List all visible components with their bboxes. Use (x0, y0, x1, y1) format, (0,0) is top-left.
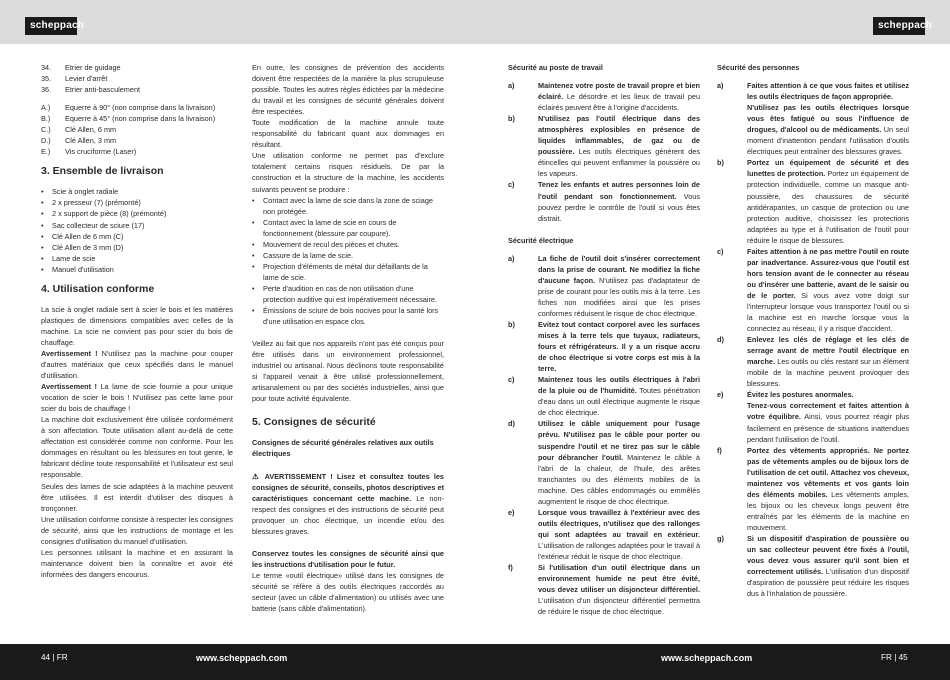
column-4 (717, 62, 909, 599)
safety-item (717, 334, 909, 389)
item-text: Clé Allen, 6 mm (65, 125, 117, 135)
list-item (41, 113, 233, 124)
item-number: C.) (41, 125, 51, 135)
item-number: 36. (41, 85, 52, 95)
item-text: L'utilisation d'un dispositif d'aspiration de poussière peut réduire les risques dus à l'inhalation de poussière. (747, 567, 909, 599)
item-bold: Maintenez votre poste de travail propre et bien éclairé. (538, 81, 700, 102)
bullet-icon: • (252, 250, 255, 260)
scheppach-logo-left: scheppach (25, 17, 77, 35)
item-letter: a) (508, 81, 515, 91)
section-3-title: 3. Ensemble de livraison (41, 165, 164, 178)
column-1 (41, 62, 233, 580)
safety-item (508, 418, 700, 506)
bullet-item (41, 208, 233, 219)
scheppach-logo-right: scheppach (873, 17, 925, 35)
paragraph: Les personnes utilisant la machine et en assurant la maintenance doivent bien la connaître et avoir été informées des dangers encourus. (41, 547, 233, 579)
item-body (538, 113, 700, 179)
list-item (41, 62, 233, 73)
bullet-icon: • (252, 306, 255, 316)
bullet-icon: • (41, 264, 44, 274)
bullet-text: Perte d'audition en cas de non utilisation d'une protection auditive qui est impérativement nécessaire. (263, 283, 437, 304)
bullet-text: Clé Allen de 6 mm (C) (52, 231, 124, 241)
bullet-item (252, 283, 444, 305)
item-text: Toutes pénétration d'eau dans un outil électrique augmente le risque de choc électrique. (538, 386, 701, 418)
bullet-text: Lame de scie (52, 253, 96, 263)
section-4-title: 4. Utilisation conforme (41, 282, 155, 295)
item-text: Si vous avez votre doigt sur l'interrupteur lorsque vous transportez l'outil ou si la machine est en marche lorsque vous la connectez au réseau, il y a risque d'accident. (747, 290, 909, 334)
item-body (747, 157, 909, 245)
parts-list (41, 62, 233, 95)
safety-item (717, 246, 909, 334)
safety-item (717, 533, 909, 599)
website-link-right[interactable]: www.scheppach.com (661, 653, 753, 663)
list-item (41, 124, 233, 135)
item-text: L'utilisation de rallonges adaptées pour le travail à l'extérieur réduit le risque de choc électrique. (538, 540, 700, 561)
keep-instructions-heading: Conservez toutes les consignes de sécurité ainsi que les instructions d'utilisation pour le futur. (252, 548, 444, 569)
item-text: Les outils ou clés restant sur un élément mobile de la machine peuvent provoquer des blessures. (747, 357, 909, 389)
list-item (41, 84, 233, 95)
accessories-list (41, 102, 233, 157)
item-text: Portez un équipement de protection individuelle, comme un masque anti-poussière, des chaussures de sécurité antidérapantes, un casque de protection ou une protection auditive, choisissez les protections adaptées au type et à l'utilisation de l'outil pour réduire le risque de blessures. (747, 169, 909, 245)
item-letter: a) (717, 81, 724, 91)
item-body (747, 445, 909, 533)
warning-text: La lame de scie fournie a pour unique vocation de scier le bois ! N'utilisez pas cette lame pour scier du bois de chauffage ! (41, 382, 233, 414)
item-letter: f) (717, 445, 722, 455)
item-letter: d) (717, 335, 724, 345)
item-bold: Portez des vêtements appropriés. Ne portez pas de vêtements amples ou de bijoux lors de l'utilisation de cet outil. Attachez vos cheveux, maintenez vos vêtements et vos gants loin des éléments mobiles. (747, 445, 909, 499)
bullet-icon: • (252, 195, 255, 205)
column-3 (508, 62, 700, 617)
paragraph: Une utilisation conforme consiste à respecter les consignes de sécurité, ainsi que les instructions de montage et les consignes d'utilisation du manuel d'utilisation. (41, 514, 233, 546)
item-body (538, 179, 700, 223)
item-bold: N'utilisez pas les outils électriques lorsque vous êtes fatigué ou sous l'influence de drogues, d'alcool ou de médicaments. (747, 103, 909, 135)
safety-item (717, 389, 909, 444)
list-item (41, 135, 233, 146)
bullet-item (252, 305, 444, 327)
item-number: D.) (41, 136, 51, 146)
list-item (41, 146, 233, 157)
bullet-item (252, 261, 444, 283)
paragraph: La scie à onglet radiale sert à scier le bois et les matières plastiques de dimensions compatibles avec celles de la machine. La scie ne convient pas pour scier du bois de chauffage. (41, 304, 233, 347)
item-bold: Portez un équipement de sécurité et des lunettes de protection. (747, 158, 909, 179)
item-number: E.) (41, 147, 51, 157)
warning-label: ⚠ AVERTISSEMENT ! Lisez et consultez toutes les consignes de sécurité, conseils, photos descriptives et caractéristiques concernant cette machine. (252, 471, 444, 503)
item-bold: Faites attention à ce que vous faites et utilisez les outils électriques de façon appropriée. (747, 81, 909, 102)
item-bold: Utilisez le câble uniquement pour l'usage prévu. N'utilisez pas le câble pour porter ou suspendre l'outil et ne tirez pas sur le câble pour débrancher l'outil. (538, 419, 700, 462)
bullet-item (41, 220, 233, 231)
warning-paragraph (41, 348, 233, 381)
bullet-text: Émissions de sciure de bois nocives pour la santé lors d'une utilisation en espace clos. (263, 306, 439, 327)
bullet-icon: • (252, 261, 255, 271)
safety-item (508, 507, 700, 562)
column-2 (252, 62, 444, 614)
paragraph: En outre, les consignes de prévention des accidents doivent être respectées de la manière la plus scrupuleuse possible. Toutes les autres règles édictées par la médecine du travail et les consignes de sécurité générales doivent être respectées. (252, 63, 444, 117)
item-bold: Faites attention à ne pas mettre l'outil en route par inadvertance. Assurez-vous que l'outil est hors tension avant de le connecter au réseau ou d'insérer une batterie, avant de le saisir ou de le porter. (747, 246, 909, 300)
paragraph: Veillez au fait que nos appareils n'ont pas été conçus pour être utilisés dans un environnement professionnel, industriel ou artisanal. Nous déclinons toute responsabilité si l'appareil venait à être utilisé professionnellement, artisanalement ou par des sociétés industrielles, ainsi que pour toute activité équivalente. (252, 339, 444, 404)
bullet-item (252, 217, 444, 239)
warning-text: N'utilisez pas la machine pour couper d'autres matériaux que ceux spécifiés dans le manuel d'utilisation. (41, 348, 233, 381)
item-text: Ainsi, vous pourrez réagir plus facilement en présence de situations inattendues pendant l'utilisation de l'outil. (747, 412, 909, 444)
paragraph: Le terme «outil électrique» utilisé dans les consignes de sécurité se réfère à des outils électriques raccordés au secteur (avec un câble d'alimentation) ou utilisés avec une batterie (sans câble d'alimentation). (252, 570, 444, 614)
item-letter: b) (717, 158, 724, 168)
item-text: Levier d'arrêt (65, 74, 108, 84)
item-number: 34. (41, 63, 52, 72)
safety-item (508, 253, 700, 319)
safety-item (508, 179, 700, 223)
list-item (41, 73, 233, 84)
bullet-item (41, 197, 233, 208)
bullet-icon: • (252, 239, 255, 249)
item-bold: Lorsque vous travaillez à l'extérieur avec des outils électriques, n'utilisez que des rallonges qui sont adaptées au travail en extérieur. (538, 507, 700, 539)
bullet-item (41, 231, 233, 242)
item-body (538, 418, 700, 506)
website-link-left[interactable]: www.scheppach.com (196, 653, 288, 663)
item-body (538, 562, 700, 617)
warning-label: Avertissement ! (41, 382, 97, 392)
bullet-text: Scie à onglet radiale (52, 187, 119, 197)
item-body (747, 80, 909, 157)
safety-item (717, 157, 909, 245)
item-bold: N'utilisez pas l'outil électrique dans des atmosphères explosibles en présence de liquides inflammables, de gaz ou de poussière. (538, 114, 700, 157)
item-letter: b) (508, 319, 515, 329)
item-text: Un seul moment d'inattention pendant l'utilisation d'outils électriques peut entraîner des blessures graves. (747, 125, 909, 157)
bullet-text: Cassure de la lame de scie. (263, 250, 354, 260)
bullet-item (252, 239, 444, 250)
bullet-text: 2 x presseur (7) (prémonté) (52, 198, 141, 208)
safety-item (717, 80, 909, 157)
item-text: Clé Allen, 3 mm (65, 136, 117, 146)
item-bold: Ne modifiez la fiche d'aucune façon. (538, 264, 700, 285)
item-text: Vis cruciforme (Laser) (65, 147, 137, 157)
item-letter: e) (508, 507, 515, 517)
warning-paragraph (252, 471, 444, 537)
workplace-list (508, 80, 700, 224)
item-text: Equerre à 45° (non comprise dans la livraison) (65, 114, 216, 124)
risk-list (252, 195, 444, 328)
safety-item (508, 374, 700, 418)
safety-item (508, 113, 700, 179)
bullet-icon: • (252, 283, 255, 293)
bullet-item (41, 253, 233, 264)
paragraph: Une utilisation conforme ne permet pas d'exclure totalement certains risques résiduels. De par la construction et la structure de la machine, les accidents suivants peuvent se produire : (252, 151, 444, 194)
bullet-item (252, 195, 444, 217)
item-text: N'utilisez pas d'adaptateur de prise de courant pour les outils mis à la terre. Les fiches non modifiées ainsi que les prises conformes réduisent le risque de choc électrique. (538, 275, 700, 318)
item-number: B.) (41, 114, 51, 124)
item-text: Maintenez le câble à l'abri de la chaleur, de l'huile, des arêtes tranchantes ou des éléments mobiles de la machine. Des câbles endommagés ou emmêlés augmentent le risque de choc électrique. (538, 452, 700, 506)
bullet-text: Manuel d'utilisation (52, 264, 114, 274)
bullet-text: 2 x support de pièce (8) (prémonté) (52, 209, 167, 219)
bullet-text: Contact avec la lame de scie en cours de fonctionnement (blessure par coupure). (263, 217, 397, 238)
item-bold: Si un dispositif d'aspiration de poussière ou un sac collecteur peuvent être fixés à l'outil, vous devez vous assurer qu'il sont bien et correctement utilisés. (747, 533, 909, 577)
electrical-list (508, 253, 700, 618)
warning-text: Le non-respect des consignes et des instructions de sécurité peut provoquer un choc électrique, un incendie et/ou des blessures graves. (252, 493, 444, 536)
paragraph: La machine doit exclusivement être utilisée conformément à son affectation. Toute utilisation allant au-delà de cette affectation est considérée comme non conforme. Pour les dommages en résultant ou les blessures en tout genre, le fabricant décline toute responsabilité et l'utilisateur est seul responsable. (41, 415, 233, 480)
warning-label: Avertissement ! (41, 348, 98, 358)
item-text: Les outils électriques génèrent des étincelles qui peuvent enflammer la poussière ou les vapeurs. (538, 147, 700, 179)
page-number-right: FR | 45 (881, 653, 908, 662)
item-body (538, 253, 700, 319)
bullet-icon: • (41, 253, 44, 263)
header-bar (0, 0, 950, 44)
safety-item (508, 562, 700, 617)
bullet-text: Clé Allen de 3 mm (D) (52, 242, 124, 252)
item-body (747, 334, 909, 389)
item-body (538, 507, 700, 562)
bullet-icon: • (41, 231, 44, 241)
bullet-text: Contact avec la lame de scie dans la zone de sciage non protégée. (263, 195, 433, 216)
personal-list (717, 80, 909, 599)
item-body (747, 246, 909, 334)
personal-safety-title: Sécurité des personnes (717, 63, 800, 72)
item-body (538, 80, 700, 113)
workplace-safety-title: Sécurité au poste de travail (508, 63, 603, 72)
item-letter: c) (717, 246, 724, 256)
bullet-item (41, 242, 233, 253)
item-bold: Evitez tout contact corporel avec les surfaces mises à la terre tels que tuyaux, radiateurs, fours et réfrigérateurs. Il y a un risque accru de choc électrique si votre corps est mis à la terre. (538, 319, 700, 374)
bullet-text: Sac collecteur de sciure (17) (52, 220, 145, 230)
item-body (747, 533, 909, 599)
bullet-text: Mouvement de recul des pièces et chutes. (263, 239, 400, 249)
item-bold: Tenez les enfants et autres personnes loin de l'outil pendant son fonctionnement. (538, 180, 700, 201)
item-text: Les vêtements amples, les bijoux ou les cheveux longs peuvent être entraînés par les éléments de la machine en mouvement. (747, 489, 909, 532)
page-number-left: 44 | FR (41, 653, 68, 662)
bullet-item (252, 250, 444, 261)
safety-item (508, 80, 700, 113)
item-bold: La fiche de l'outil doit s'insérer correctement dans la prise de courant. (538, 253, 700, 274)
warning-paragraph (41, 381, 233, 414)
bullet-icon: • (41, 209, 44, 219)
safety-item (717, 445, 909, 533)
bullet-icon: • (41, 242, 44, 252)
list-item (41, 102, 233, 113)
item-letter: b) (508, 114, 515, 124)
bullet-icon: • (252, 217, 255, 227)
electrical-safety-title: Sécurité électrique (508, 235, 574, 245)
item-bold: Tenez-vous correctement et faites attention à votre équilibre. (747, 401, 909, 422)
item-number: A.) (41, 103, 51, 113)
bullet-icon: • (41, 220, 44, 230)
bullet-icon: • (41, 198, 44, 208)
bullet-item (41, 264, 233, 275)
bullet-icon: • (41, 187, 44, 197)
bullet-text: Projection d'éléments de métal dur défaillants de la lame de scie. (263, 261, 428, 282)
item-text: Etrier de guidage (65, 63, 121, 72)
item-text: Etrier anti-basculement (65, 85, 141, 95)
item-letter: c) (508, 375, 515, 385)
item-letter: d) (508, 419, 515, 429)
item-bold: Évitez les postures anormales. (747, 390, 854, 400)
subheading: Consignes de sécurité générales relatives aux outils électriques (252, 438, 434, 459)
bullet-item (41, 186, 233, 197)
item-letter: f) (508, 563, 513, 573)
item-text: Le désordre et les lieux de travail peu éclairés peuvent être à l'origine d'accidents. (538, 92, 700, 113)
delivery-list (41, 186, 233, 274)
item-letter: g) (717, 533, 724, 543)
item-bold: Maintenez tous les outils électriques à l'abri de la pluie ou de l'humidité. (538, 375, 700, 396)
paragraph: Toute modification de la machine annule toute responsabilité du fabricant quant aux dommages en résultant. (252, 118, 444, 150)
section-5-title: 5. Consignes de sécurité (252, 416, 376, 429)
item-text: Vous pouvez perdre le contrôle de l'outil si vous êtes distrait. (538, 191, 700, 223)
item-text: Equerre à 90° (non comprise dans la livraison) (65, 103, 216, 113)
item-bold: Enlevez les clés de réglage et les clés de serrage avant de mettre l'outil électrique en marche. (747, 335, 909, 367)
paragraph: Seules des lames de scie adaptées à la machine peuvent être utilisées. Il est interdit d'utiliser des disques à tronçonner. (41, 481, 233, 513)
item-letter: e) (717, 390, 724, 400)
item-number: 35. (41, 74, 52, 84)
item-letter: c) (508, 180, 515, 190)
item-body (538, 319, 700, 374)
safety-item (508, 319, 700, 374)
item-text: L'utilisation d'un disjoncteur différentiel permettra de réduire le risque de choc électrique. (538, 596, 700, 617)
item-bold: Si l'utilisation d'un outil électrique dans un environnement humide ne peut être évité, vous devez utiliser un disjoncteur différentiel. (538, 563, 700, 595)
item-body (747, 389, 909, 444)
footer-bar (0, 644, 950, 680)
item-letter: a) (508, 253, 515, 263)
item-body (538, 374, 700, 418)
